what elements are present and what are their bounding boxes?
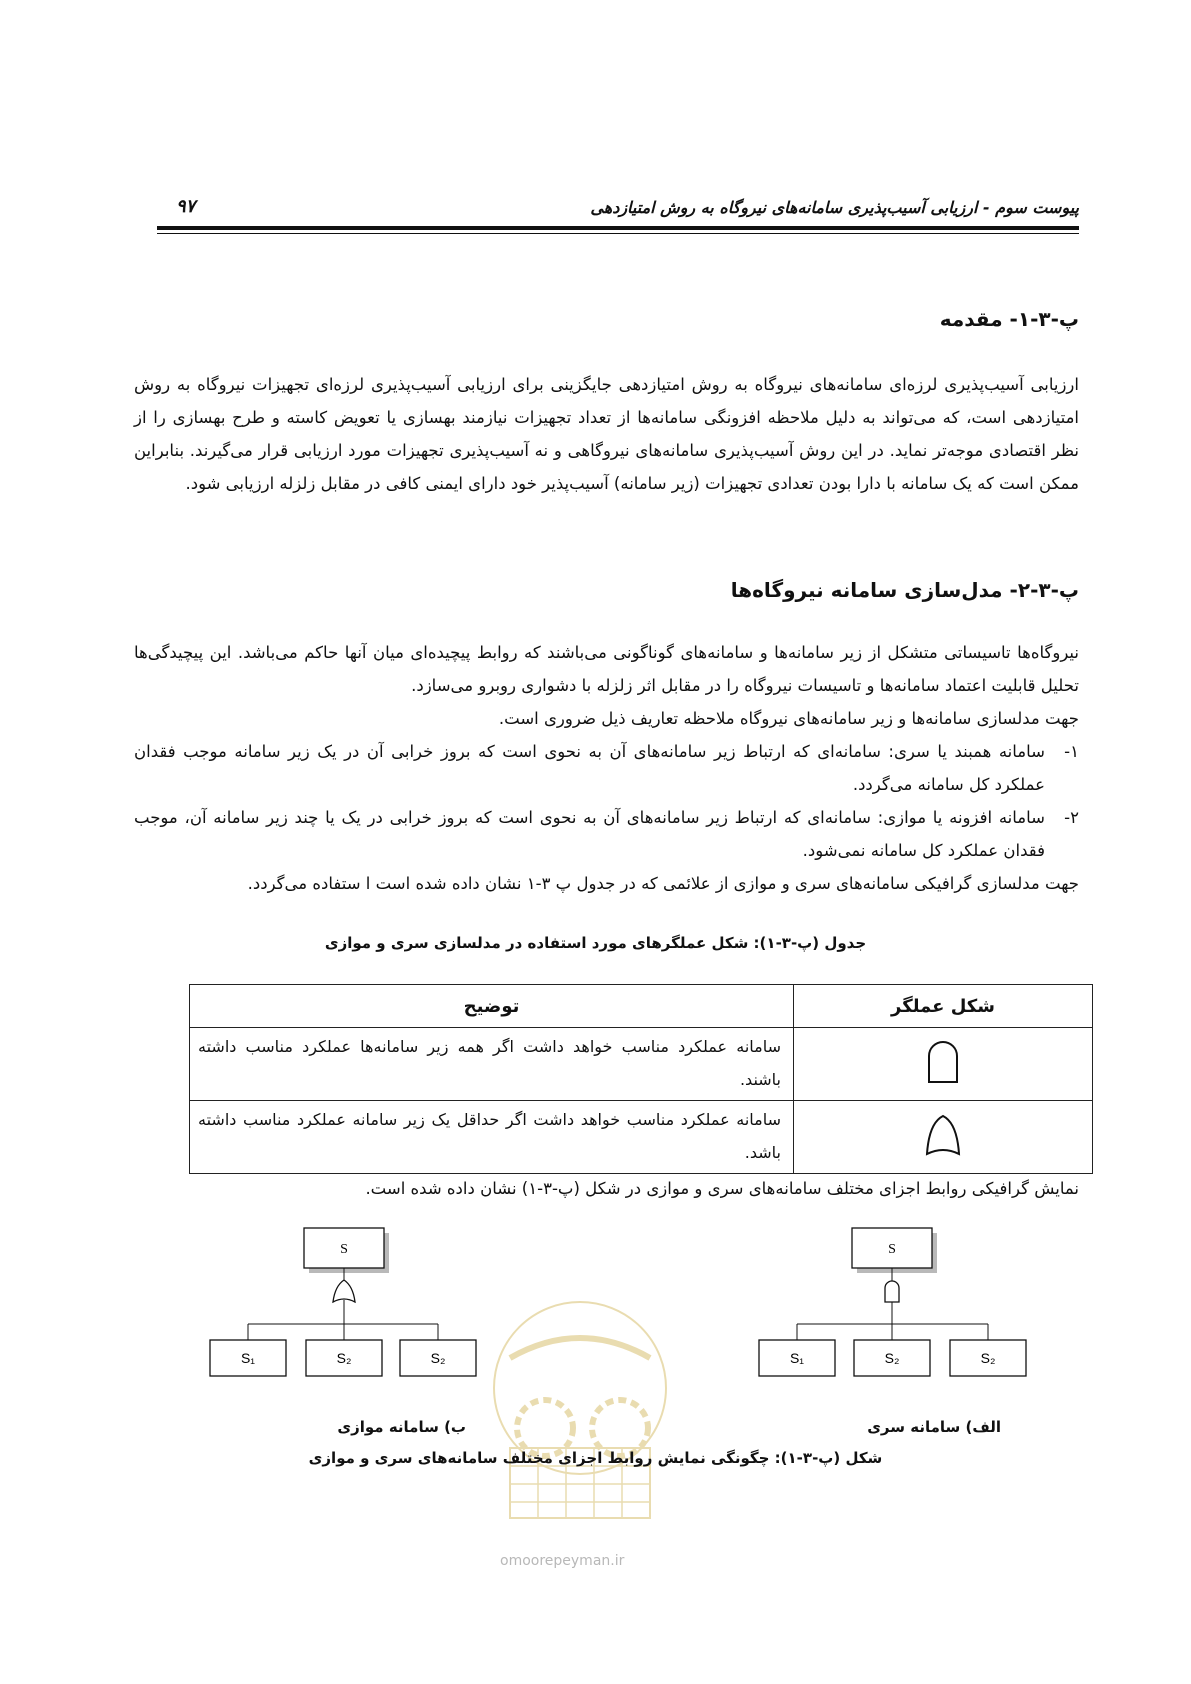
top-system-label: S <box>888 1242 896 1257</box>
paragraph-introduction: ارزیابی آسیب‌پذیری لرزه‌ای سامانه‌های نیروگاه به روش امتیازدهی جایگزینی برای ارزیابی آسیب‌پذیری لرزه‌ای تجهیزات نیروگاه به روش امتیازدهی است، که می‌تواند به دلیل ملاحظه افزونگی سامانه‌ها از تعداد تجهیزات نیازمند بهسازی یا تعویض کاسته و طرح بهسازی را از نظر اقتصادی موجه‌تر نماید. در این روش آسیب‌پذیری سامانه‌های نیروگاهی و نه آسیب‌پذیری تجهیزات مورد ارزیابی قرار می‌گیرند. بنابراین ممکن است که یک سامانه با دارا بودن تعدادی تجهیزات (زیر سامانه) آسیب‌پذیر خود دارای ایمنی کافی در مقابل زلزله ارزیابی شود. <box>134 375 1079 493</box>
definition-number: ۲- <box>1064 808 1079 827</box>
definition-text: سامانه افزونه یا موازی: سامانه‌ای که ارتباط زیر سامانه‌های آن به نحوی است که بروز خرابی در یک یا چند زیر سامانه آن، موجب فقدان عملکرد کل سامانه نمی‌شود. <box>134 808 1045 860</box>
section-heading-introduction: پ-۳-۱- مقدمه <box>939 307 1079 331</box>
figure-label-series: الف) سامانه سری <box>867 1418 1001 1436</box>
subsystem-label: S₁ <box>789 1350 805 1366</box>
top-system-label: S <box>340 1242 348 1257</box>
graphic-note: جهت مدلسازی گرافیکی سامانه‌های سری و موازی از علائمی که در جدول پ ۳-۱ نشان داده شده است ا ستفاده می‌گردد. <box>247 874 1079 893</box>
subsystem-label: S₂ <box>430 1350 446 1366</box>
omoorepeyman-logo-icon <box>470 1298 690 1538</box>
and-gate-icon <box>885 1281 899 1302</box>
header-rule-thin <box>157 233 1079 234</box>
definitions-intro: جهت مدلسازی سامانه‌ها و زیر سامانه‌های نیروگاه ملاحظه تعاریف ذیل ضروری است. <box>498 709 1079 728</box>
table-cell-description: سامانه عملکرد مناسب خواهد داشت اگر همه زیر سامانه‌ها عملکرد مناسب داشته باشند. <box>190 1028 794 1101</box>
running-title: پیوست سوم - ارزیابی آسیب‌پذیری سامانه‌های نیروگاه به روش امتیازدهی <box>590 198 1079 217</box>
operator-table <box>189 984 1093 1174</box>
subsystem-label: S₂ <box>980 1350 996 1366</box>
definition-number: ۱- <box>1064 742 1079 761</box>
table-cell-description: سامانه عملکرد مناسب خواهد داشت اگر حداقل یک زیر سامانه عملکرد مناسب داشته باشد. <box>190 1101 794 1174</box>
paragraph-modeling <box>134 636 1079 900</box>
and-gate-icon <box>794 1028 1093 1101</box>
section-heading-modeling: پ-۳-۲- مدل‌سازی سامانه نیروگاه‌ها <box>730 578 1079 602</box>
paragraph-modeling-text: نیروگاه‌ها تاسیساتی متشکل از زیر سامانه‌ها و سامانه‌های گوناگونی می‌باشند که روابط پیچیده‌ای میان آنها حاکم می‌باشد. این پیچیدگی‌ها تحلیل قابلیت اعتماد سامانه‌ها و تاسیسات نیروگاه را در مقابل اثر زلزله با دشواری روبرو می‌سازد. <box>134 643 1079 695</box>
paragraph-after-table: نمایش گرافیکی روابط اجزای مختلف سامانه‌های سری و موازی در شکل (پ-۳-۱) نشان داده شده است. <box>365 1179 1079 1198</box>
definition-item <box>134 735 1079 801</box>
table-header-description: توضیح <box>190 985 794 1028</box>
series-system-diagram <box>759 1228 1026 1376</box>
table-row <box>190 1101 1093 1174</box>
definition-text: سامانه همبند یا سری: سامانه‌ای که ارتباط زیر سامانه‌های آن به نحوی است که بروز خرابی آن در یک زیر سامانه موجب فقدان عملکرد کل سامانه می‌گردد. <box>134 742 1045 794</box>
table-row <box>190 1028 1093 1101</box>
figure-caption: شکل (پ-۳-۱): چگونگی نمایش روابط اجزای مختلف سامانه‌های سری و موازی <box>308 1449 883 1467</box>
header-rule <box>157 226 1079 230</box>
table-header-symbol: شکل عملگر <box>794 985 1093 1028</box>
page-number: ۹۷ <box>176 196 196 217</box>
watermark-url: omoorepeyman.ir <box>500 1553 625 1569</box>
table-caption: جدول (پ-۳-۱): شکل عملگرهای مورد استفاده در مدلسازی سری و موازی <box>324 934 867 952</box>
parallel-system-diagram <box>210 1228 476 1376</box>
figure-label-parallel: ب) سامانه موازی <box>337 1418 466 1436</box>
or-gate-icon <box>333 1280 355 1302</box>
subsystem-label: S₂ <box>336 1350 352 1366</box>
subsystem-label: S₁ <box>240 1350 256 1366</box>
subsystem-label: S₂ <box>884 1350 900 1366</box>
definition-item <box>134 801 1079 867</box>
table-header-row <box>190 985 1093 1028</box>
or-gate-icon <box>794 1101 1093 1174</box>
